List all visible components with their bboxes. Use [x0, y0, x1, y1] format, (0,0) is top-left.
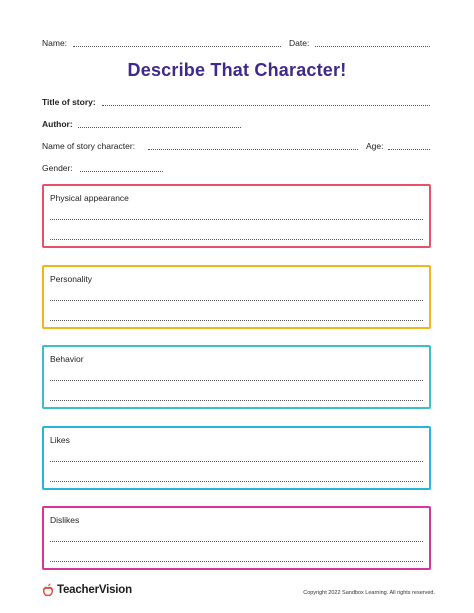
- character-name-label: Name of story character:: [42, 141, 136, 151]
- date-line[interactable]: [315, 46, 430, 47]
- title-of-story-label: Title of story:: [42, 97, 96, 107]
- name-line[interactable]: [73, 46, 281, 47]
- author-line[interactable]: [78, 127, 241, 128]
- section-box: [42, 426, 431, 490]
- age-label: Age:: [366, 141, 384, 151]
- writing-line[interactable]: [50, 239, 423, 240]
- section-box: [42, 506, 431, 570]
- gender-label: Gender:: [42, 163, 73, 173]
- writing-line[interactable]: [50, 541, 423, 542]
- date-label: Date:: [289, 38, 310, 48]
- section-heading: Dislikes: [50, 515, 80, 525]
- section-box: [42, 265, 431, 329]
- section-heading: Personality: [50, 274, 93, 284]
- writing-line[interactable]: [50, 380, 423, 381]
- title-of-story-line[interactable]: [102, 105, 430, 106]
- writing-line[interactable]: [50, 561, 423, 562]
- apple-icon: [42, 583, 54, 597]
- section-box: [42, 184, 431, 248]
- section-heading: Likes: [50, 435, 70, 445]
- section-box: [42, 345, 431, 409]
- age-line[interactable]: [388, 149, 430, 150]
- writing-line[interactable]: [50, 320, 423, 321]
- character-name-line[interactable]: [148, 149, 358, 150]
- writing-line[interactable]: [50, 481, 423, 482]
- page-title: Describe That Character!: [127, 60, 347, 80]
- gender-line[interactable]: [80, 171, 163, 172]
- author-label: Author:: [42, 119, 73, 129]
- copyright-text: Copyright 2022 Sandbox Learning. All rights reserved.: [303, 590, 435, 596]
- writing-line[interactable]: [50, 400, 423, 401]
- teachervision-logo: [42, 583, 132, 597]
- name-label: Name:: [42, 38, 68, 48]
- writing-line[interactable]: [50, 219, 423, 220]
- brand-name: TeacherVision: [57, 584, 132, 596]
- writing-line[interactable]: [50, 300, 423, 301]
- writing-line[interactable]: [50, 461, 423, 462]
- section-heading: Physical appearance: [50, 193, 129, 203]
- section-heading: Behavior: [50, 354, 84, 364]
